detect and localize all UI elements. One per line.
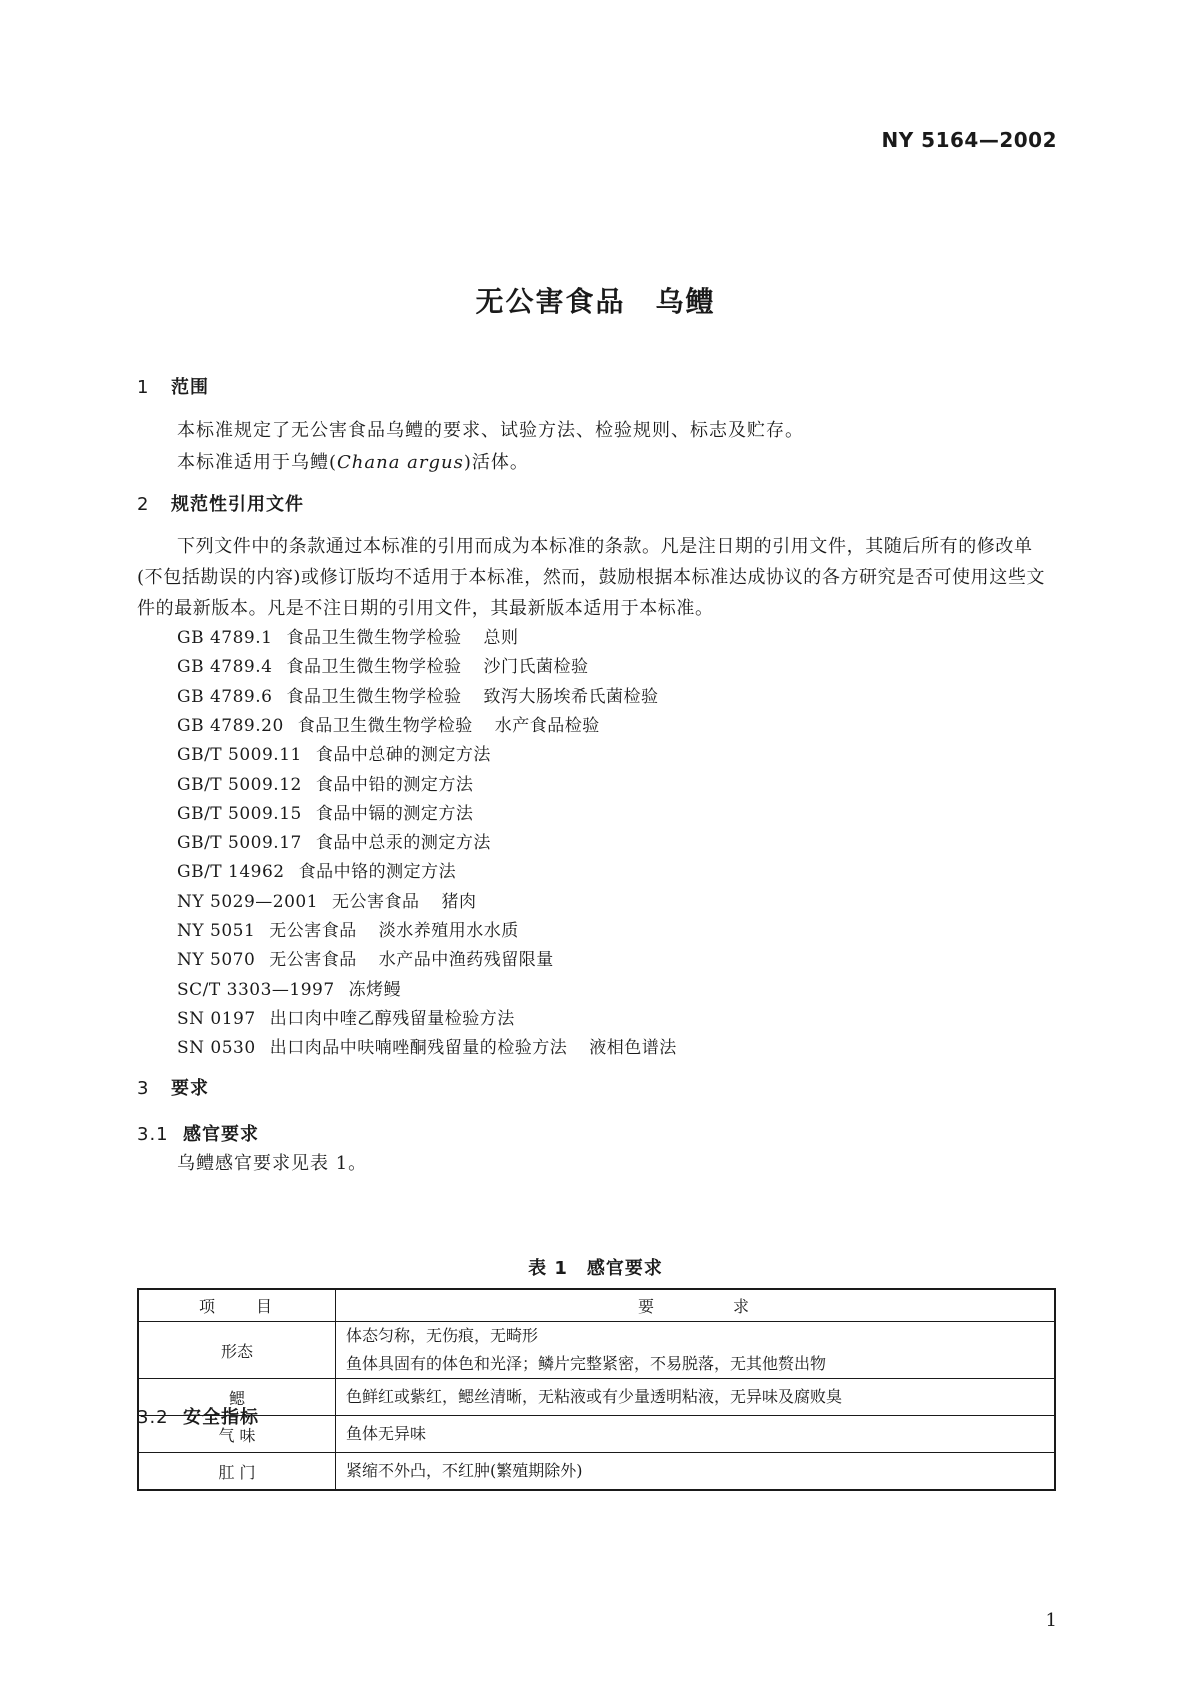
section-title: 范围 bbox=[171, 377, 209, 398]
reference-item bbox=[177, 887, 477, 912]
reference-title: 冻烤鳗 bbox=[348, 979, 402, 1000]
standard-number: NY 5164—2002 bbox=[881, 128, 1057, 152]
document-title bbox=[0, 280, 1191, 320]
reference-title: 食品卫生微生物学检验 bbox=[297, 715, 473, 736]
references-intro: 下列文件中的条款通过本标准的引用而成为本标准的条款。凡是注日期的引用文件，其随后所有的修改单(不包括勘误的内容)或修订版均不适用于本标准，然而，鼓励根据本标准达成协议的各方研究是否可使用这些文件的最新版本。凡是不注日期的引用文件，其最新版本适用于本标准。 bbox=[137, 536, 1046, 619]
reference-subtitle: 沙门氏菌检验 bbox=[483, 657, 589, 678]
requirement-line: 色鲜红或紫红，鳃丝清晰，无粘液或有少量透明粘液，无异味及腐败臭 bbox=[346, 1387, 843, 1406]
reference-item bbox=[177, 945, 554, 970]
reference-item bbox=[177, 652, 588, 677]
table-cell-item: 形态 bbox=[138, 1322, 336, 1379]
reference-code: NY 5070 bbox=[177, 950, 256, 971]
table-cell-requirement bbox=[336, 1322, 1056, 1379]
reference-title: 无公害食品 bbox=[269, 950, 357, 971]
reference-subtitle: 猪肉 bbox=[441, 891, 477, 912]
requirement-line: 体态匀称，无伤痕，无畸形 bbox=[346, 1326, 539, 1345]
reference-title: 出口肉中喹乙醇残留量检验方法 bbox=[269, 1008, 515, 1029]
reference-subtitle: 水产品中渔药残留限量 bbox=[378, 950, 554, 971]
title-part-1: 无公害食品 bbox=[475, 285, 626, 318]
table-cell-item: 鳃 bbox=[138, 1379, 336, 1416]
table-cell-requirement bbox=[336, 1379, 1056, 1416]
scope-paragraph-2 bbox=[177, 448, 529, 474]
reference-item bbox=[177, 975, 401, 1000]
reference-code: GB/T 5009.11 bbox=[177, 745, 302, 766]
scope-text-b: )活体。 bbox=[463, 452, 529, 473]
reference-code: GB/T 5009.17 bbox=[177, 833, 302, 854]
sensory-requirements-table bbox=[137, 1288, 1056, 1491]
reference-title: 无公害食品 bbox=[332, 891, 420, 912]
scope-paragraph-1: 本标准规定了无公害食品乌鳢的要求、试验方法、检验规则、标志及贮存。 bbox=[177, 420, 804, 441]
scope-species-latin: Chana argus bbox=[337, 452, 464, 473]
requirement-line: 紧缩不外凸，不红肿(繁殖期除外) bbox=[346, 1461, 583, 1480]
reference-subtitle: 水产食品检验 bbox=[494, 715, 600, 736]
requirement-line: 鱼体无异味 bbox=[346, 1424, 427, 1443]
reference-title: 食品中总砷的测定方法 bbox=[315, 745, 491, 766]
reference-code: GB/T 5009.12 bbox=[177, 774, 302, 795]
reference-title: 无公害食品 bbox=[269, 921, 357, 941]
section-title: 感官要求 bbox=[183, 1124, 259, 1145]
reference-item bbox=[177, 770, 473, 795]
reference-title: 食品中总汞的测定方法 bbox=[315, 833, 491, 854]
page-number: 1 bbox=[1045, 1610, 1057, 1631]
section-title: 要求 bbox=[171, 1078, 209, 1099]
reference-subtitle: 液相色谱法 bbox=[589, 1038, 677, 1059]
table-1-caption: 表 1 感官要求 bbox=[528, 1258, 663, 1279]
reference-item bbox=[177, 916, 519, 941]
section-number: 3 bbox=[137, 1078, 150, 1099]
section-number: 2 bbox=[137, 494, 150, 515]
section-title: 规范性引用文件 bbox=[171, 494, 304, 515]
reference-subtitle: 致泻大肠埃希氏菌检验 bbox=[483, 686, 659, 707]
section-3-1-heading bbox=[137, 1120, 259, 1146]
reference-item bbox=[177, 682, 658, 707]
section-number: 3.2 bbox=[137, 1407, 169, 1428]
reference-title: 食品卫生微生物学检验 bbox=[286, 628, 462, 648]
reference-item bbox=[177, 799, 473, 824]
table-header-requirement: 要 求 bbox=[336, 1289, 1056, 1322]
reference-item bbox=[177, 857, 456, 882]
reference-title: 食品卫生微生物学检验 bbox=[286, 657, 462, 678]
table-cell-requirement bbox=[336, 1453, 1056, 1491]
table-header-row bbox=[138, 1289, 1055, 1322]
reference-item bbox=[177, 1033, 677, 1058]
reference-title: 出口肉品中呋喃唑酮残留量的检验方法 bbox=[269, 1038, 568, 1059]
reference-subtitle: 总则 bbox=[483, 628, 519, 648]
table-header-item: 项 目 bbox=[138, 1289, 336, 1322]
sensory-intro: 乌鳢感官要求见表 1。 bbox=[177, 1153, 368, 1174]
table-row bbox=[138, 1453, 1055, 1491]
reference-code: GB/T 5009.15 bbox=[177, 803, 302, 824]
section-3-2-heading bbox=[137, 1403, 259, 1429]
reference-code: GB 4789.20 bbox=[177, 715, 284, 736]
section-number: 3.1 bbox=[137, 1124, 169, 1145]
reference-code: SN 0197 bbox=[177, 1008, 256, 1029]
reference-code: NY 5051 bbox=[177, 921, 256, 941]
table-row bbox=[138, 1322, 1055, 1379]
reference-code: SC/T 3303—1997 bbox=[177, 979, 335, 1000]
reference-item bbox=[177, 828, 491, 853]
reference-code: GB 4789.6 bbox=[177, 686, 273, 707]
table-body bbox=[138, 1322, 1055, 1491]
scope-text-a: 本标准适用于乌鳢( bbox=[177, 452, 338, 473]
reference-item bbox=[177, 740, 491, 765]
reference-title: 食品卫生微生物学检验 bbox=[286, 686, 462, 707]
reference-item bbox=[177, 1004, 515, 1029]
table-cell-requirement bbox=[336, 1416, 1056, 1453]
reference-title: 食品中铅的测定方法 bbox=[315, 774, 474, 795]
requirement-line: 鱼体具固有的体色和光泽；鳞片完整紧密，不易脱落，无其他赘出物 bbox=[346, 1354, 827, 1373]
section-1-heading bbox=[137, 373, 209, 399]
reference-subtitle: 淡水养殖用水水质 bbox=[378, 921, 519, 941]
section-number: 1 bbox=[137, 377, 150, 398]
reference-code: NY 5029—2001 bbox=[177, 891, 319, 912]
section-title: 安全指标 bbox=[183, 1407, 259, 1428]
table-row bbox=[138, 1379, 1055, 1416]
reference-code: GB/T 14962 bbox=[177, 862, 285, 883]
title-part-2: 乌鳢 bbox=[655, 285, 716, 318]
section-2-heading bbox=[137, 490, 304, 516]
section-3-heading bbox=[137, 1074, 209, 1100]
table-cell-item: 肛 门 bbox=[138, 1453, 336, 1491]
reference-code: GB 4789.1 bbox=[177, 628, 273, 648]
table-row bbox=[138, 1416, 1055, 1453]
reference-item bbox=[177, 711, 600, 736]
reference-item bbox=[177, 623, 518, 648]
reference-title: 食品中铬的测定方法 bbox=[298, 862, 457, 883]
table-cell-item: 气 味 bbox=[138, 1416, 336, 1453]
reference-code: GB 4789.4 bbox=[177, 657, 273, 678]
reference-title: 食品中镉的测定方法 bbox=[315, 803, 474, 824]
reference-code: SN 0530 bbox=[177, 1038, 256, 1059]
